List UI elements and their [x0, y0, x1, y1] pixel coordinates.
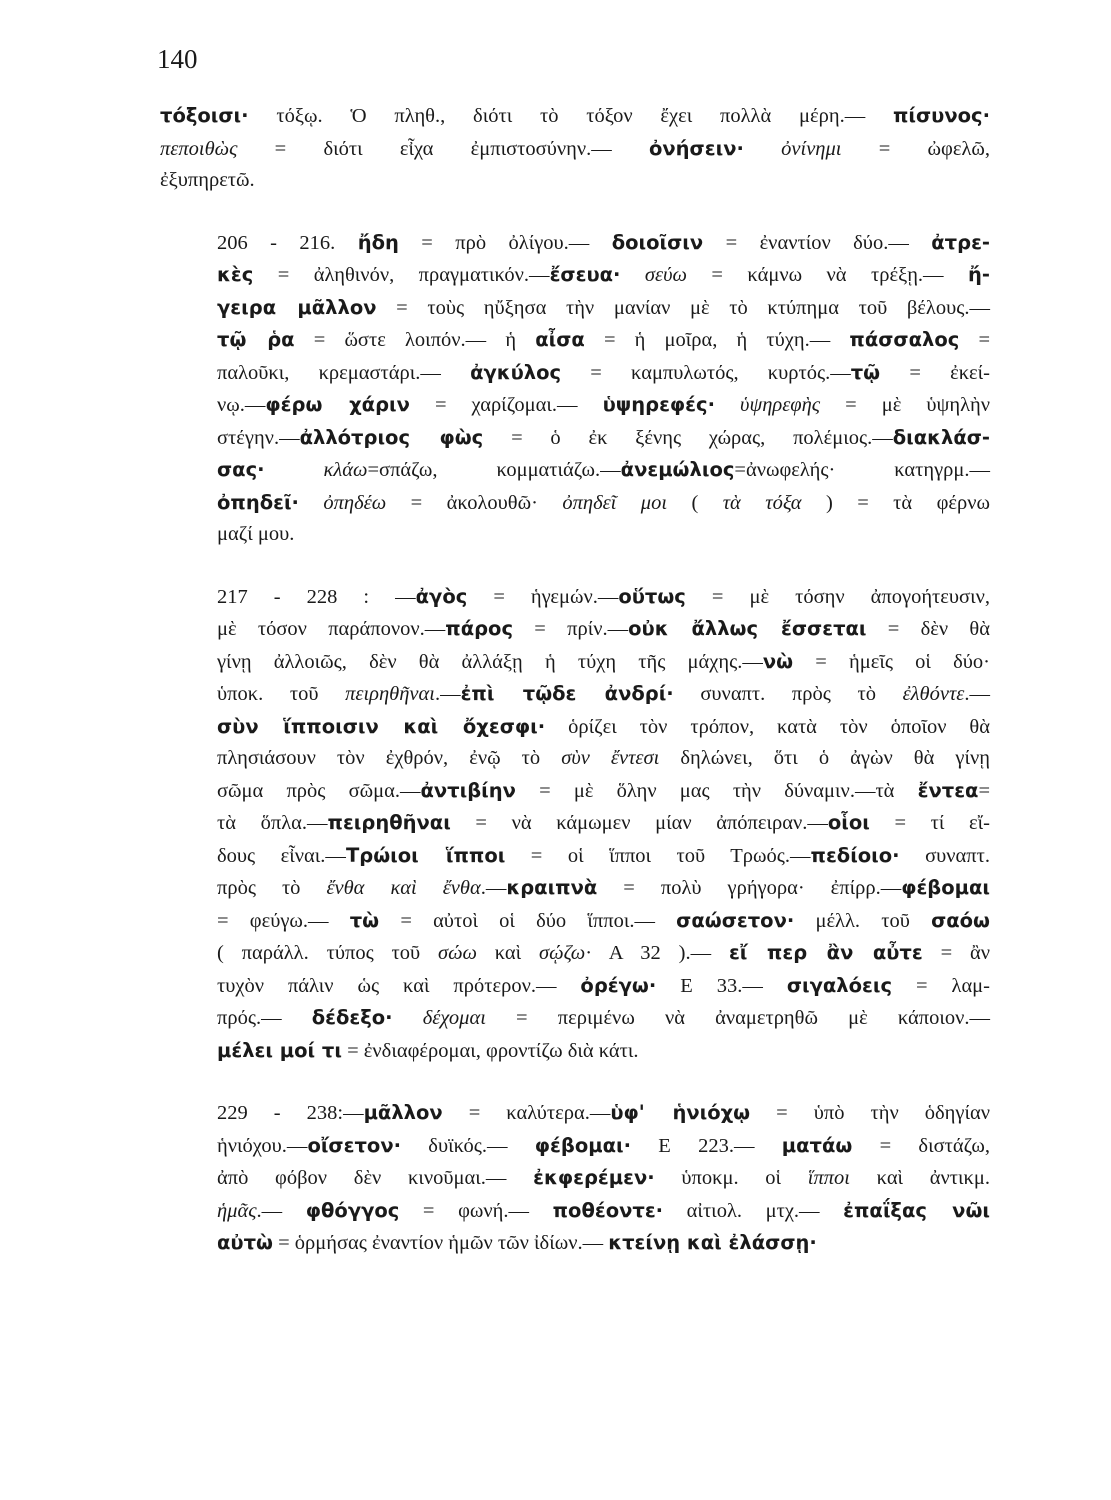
gloss-text: .— — [480, 877, 507, 899]
gloss-text: καὶ — [476, 942, 540, 964]
lemma: ἀγὸς — [415, 584, 468, 608]
text-line — [160, 1002, 990, 1035]
lemma: ὀνήσειν· — [649, 136, 744, 160]
gloss-text: = πολὺ γρήγορα· ἐπίρρ.— — [597, 877, 902, 899]
gloss-text: νῳ.— — [217, 394, 266, 416]
lemma: δέδεξο· — [311, 1006, 393, 1029]
gloss-text: = — [959, 329, 991, 351]
lemma: σαόω — [931, 908, 991, 932]
gloss-text: αἰτιολ. μτχ.— — [663, 1199, 844, 1222]
gloss-text: = ὠφελῶ, — [841, 137, 991, 160]
lemma: ἀντιβίην — [420, 778, 516, 802]
gloss-text: 229 - 238:— — [217, 1102, 364, 1124]
gloss-text: ) = τὰ φέρνω — [801, 491, 991, 514]
gloss-text: ἐξυπηρετῶ. — [160, 169, 255, 191]
lemma: γειρα μᾶλλον — [217, 295, 377, 319]
gloss-text: πρὸς τὸ — [217, 877, 327, 899]
gloss-text: μέλλ. τοῦ — [794, 909, 932, 932]
text-line — [160, 775, 990, 808]
gloss-text — [393, 1007, 423, 1029]
text-line — [160, 100, 990, 133]
lemma: ματάω — [781, 1133, 853, 1157]
lemma: σιγαλόεις — [786, 973, 893, 997]
lemma: πάρος — [445, 617, 514, 640]
gloss-text: =σπάζω, κομματιάζω.— — [367, 459, 621, 481]
gloss-text: .— — [964, 683, 990, 705]
text-line — [160, 1195, 990, 1228]
lemma: φέβομαι· — [534, 1133, 631, 1157]
lemma: αὐτὼ — [217, 1231, 273, 1254]
gloss-text: =ἀνωφελής· κατηγρμ.— — [734, 459, 991, 481]
gloss-text: = περιμένω νὰ ἀναμετρηθῶ μὲ κάποιον.— — [485, 1007, 990, 1029]
lemma: πειρηθῆναι — [327, 811, 451, 834]
gloss-text: στέγην.— — [217, 426, 300, 449]
commentary-paragraph — [160, 581, 990, 1068]
gloss-text: = αὐτοὶ οἱ δύο ἵπποι.— — [379, 909, 677, 932]
lemma: οὐκ ἄλλως ἔσσεται — [628, 617, 867, 640]
italic-term: σὺν ἔντεσι — [561, 747, 660, 769]
text-line — [160, 454, 990, 487]
gloss-text: = νὰ κάμωμεν μίαν ἀπόπειραν.— — [450, 812, 828, 834]
gloss-text: ( — [667, 491, 723, 514]
page-number: 140 — [157, 44, 198, 74]
gloss-text: .— — [434, 683, 461, 705]
italic-term: ἵπποι — [807, 1167, 850, 1189]
lemma: εἴ περ ἂν αὖτε — [728, 941, 923, 964]
lemma: ἤ- — [968, 263, 990, 286]
lemma: νὼ — [762, 649, 794, 673]
text-line — [160, 970, 990, 1003]
gloss-text: = μὲ ὑψηλὴν — [820, 394, 991, 416]
lemma: ὀρέγω· — [580, 973, 657, 997]
lemma: αἶσα — [535, 328, 585, 351]
italic-term: σῴζω — [539, 942, 586, 964]
italic-term: ὀπηδέω — [323, 491, 387, 514]
lemma: ἀγκύλος — [470, 360, 562, 384]
gloss-text: συναπτ. πρὸς τὸ — [673, 683, 903, 705]
gloss-text: = ἡμεῖς οἱ δύο· — [793, 650, 990, 673]
gloss-text: ὑποκ. τοῦ — [217, 683, 346, 705]
italic-term: ἔνθα καὶ ἔνθα — [326, 877, 481, 899]
text-line — [160, 743, 990, 775]
gloss-text: τόξῳ. Ὁ πληθ., διότι τὸ τόξον ἔχει πολλὰ μέρη.— — [248, 105, 893, 127]
gloss-text: δηλώνει, ὅτι ὁ ἀγὼν θὰ γίνῃ — [659, 747, 990, 769]
gloss-text: ὑποκμ. οἱ — [654, 1167, 808, 1189]
lemma: ἐπαΐξας νῶι — [843, 1198, 990, 1222]
gloss-text: = ἡγεμών.— — [467, 585, 619, 608]
gloss-text: = μὲ τόσην ἀπογοήτευσιν, — [685, 585, 991, 608]
gloss-text: τυχὸν πάλιν ὡς καὶ πρότερον.— — [217, 974, 581, 997]
gloss-text: = πρὸ ὀλίγου.— — [398, 231, 612, 254]
gloss-text: = ἡ μοῖρα, ἡ τύχη.— — [584, 329, 850, 351]
italic-term: κλάω — [323, 459, 368, 481]
gloss-text: = — [978, 779, 991, 802]
lemma: ἐκφερέμεν· — [533, 1166, 655, 1189]
lemma: ἀλλότριος φὼς — [299, 425, 484, 449]
gloss-text: = ἐναντίον δύο.— — [703, 231, 932, 254]
gloss-text: = φωνή.— — [399, 1199, 553, 1222]
lemma: κτείνῃ καὶ ἐλάσσῃ· — [608, 1231, 817, 1254]
lemma: σαώσετον· — [676, 908, 795, 932]
gloss-text: = ἂν — [922, 942, 991, 964]
gloss-text: = ὑπὸ τὴν ὁδηγίαν — [750, 1102, 990, 1124]
lemma: ἔντεα — [917, 778, 979, 802]
text-line — [160, 937, 990, 970]
italic-term: ὀπηδεῖ μοι — [562, 491, 668, 514]
text-line — [160, 711, 990, 744]
gloss-text: = δὲν θὰ — [866, 618, 990, 640]
gloss-text: δυϊκός.— — [401, 1134, 535, 1157]
text-line — [160, 1162, 990, 1195]
text-line — [160, 259, 990, 292]
lemma: φέρω χάριν — [265, 393, 410, 416]
lemma: φέβομαι — [901, 876, 991, 899]
gloss-text: ἀπὸ φόβον δὲν κινοῦμαι.— — [217, 1167, 534, 1189]
gloss-text: = τοὺς ηὔξησα τὴν μανίαν μὲ τὸ κτύπημα τοῦ βέλους.— — [376, 296, 990, 319]
lemma: ἐπὶ τῷδε ἀνδρί· — [460, 682, 674, 705]
gloss-text: = χαρίζομαι.— — [409, 394, 603, 416]
gloss-text: Ε 33.— — [656, 974, 787, 997]
text-line — [160, 646, 990, 679]
gloss-text: γίνῃ ἀλλοιῶς, δὲν θὰ ἀλλάξῃ ἡ τύχη τῆς μάχης.— — [217, 650, 763, 673]
gloss-text: ὁρίζει τὸν τρόπον, κατὰ τὸν ὁποῖον θὰ — [545, 715, 990, 738]
lemma: φθόγγος — [305, 1198, 400, 1222]
lemma: Τρώιοι ἵπποι — [345, 843, 506, 867]
lemma: σὺν ἵπποισιν καὶ ὄχεσφι· — [217, 714, 546, 738]
lemma: πίσυνος· — [892, 104, 990, 127]
lemma: ἤδη — [357, 230, 399, 254]
lemma: διακλάσ- — [892, 425, 990, 449]
gloss-text: = ὥστε λοιπόν.— ἡ — [294, 329, 536, 351]
lemma: ἀνεμώλιος — [620, 458, 735, 481]
gloss-text: 206 - 216. — [217, 231, 358, 254]
commentary-paragraph — [160, 100, 990, 197]
gloss-text: = πρίν.— — [513, 618, 629, 640]
text-line — [160, 165, 990, 197]
gloss-text: · Α 32 ).— — [585, 942, 729, 964]
gloss-text: ἡνιόχου.— — [217, 1134, 308, 1157]
italic-term: σεύω — [644, 264, 687, 286]
gloss-text: συναπτ. — [899, 844, 990, 867]
gloss-text: = καλύτερα.— — [442, 1102, 611, 1124]
text-line — [160, 1227, 990, 1260]
lemma: ὑφ' ἡνιόχῳ — [610, 1101, 751, 1124]
commentary-text — [160, 100, 990, 1260]
italic-term: ὑψηρεφὴς — [740, 394, 821, 416]
lemma: οὕτως — [618, 584, 686, 608]
text-line — [160, 678, 990, 711]
italic-term: ὀνίνημι — [781, 137, 842, 160]
italic-term: πεποιθὼς — [160, 137, 238, 160]
lemma: οἷοι — [827, 811, 870, 834]
gloss-text: Ε 223.— — [631, 1134, 782, 1157]
text-line — [160, 324, 990, 357]
lemma: ποθέοντε· — [552, 1198, 664, 1222]
lemma: δοιοῖσιν — [611, 230, 704, 254]
lemma: ἔσευα· — [549, 263, 621, 286]
commentary-paragraph — [160, 1097, 990, 1260]
italic-term: ἡμᾶς — [217, 1199, 257, 1222]
gloss-text: = τί εἴ- — [869, 812, 991, 834]
gloss-text: τὰ ὅπλα.— — [217, 812, 328, 834]
italic-term: τὰ τόξα — [722, 491, 802, 514]
gloss-text: = ἐκεί- — [880, 361, 990, 384]
text-line — [160, 1130, 990, 1163]
gloss-text: = φεύγω.— — [217, 909, 350, 932]
gloss-text — [715, 394, 740, 416]
gloss-text: = λαμ- — [892, 974, 991, 997]
gloss-text: = οἱ ἵπποι τοῦ Τρωός.— — [505, 844, 811, 867]
gloss-text: 217 - 228 : — — [217, 585, 416, 608]
text-line — [160, 1097, 990, 1130]
gloss-text: σῶμα πρὸς σῶμα.— — [217, 779, 421, 802]
gloss-text: = κάμνω νὰ τρέξῃ.— — [686, 264, 969, 286]
text-line — [160, 292, 990, 325]
lemma: ἀτρε- — [931, 230, 991, 254]
gloss-text — [265, 459, 324, 481]
gloss-text: μὲ τόσον παράπονον.— — [217, 618, 446, 640]
lemma: κὲς — [217, 263, 254, 286]
gloss-text — [620, 264, 644, 286]
text-line — [160, 133, 990, 166]
lemma: ὀπηδεῖ· — [217, 490, 299, 514]
lemma: σας· — [217, 458, 265, 481]
lemma: πεδίοιο· — [810, 843, 900, 867]
gloss-text: καὶ ἀντικμ. — [849, 1167, 990, 1189]
lemma: τῷ — [850, 360, 881, 384]
gloss-text: δους εἶναι.— — [217, 844, 346, 867]
italic-term: πειρηθῆναι — [345, 683, 435, 705]
lemma: ὑψηρεφές· — [602, 393, 715, 416]
italic-term: ἐλθόντε — [902, 683, 965, 705]
gloss-text — [299, 492, 323, 514]
gloss-text: = ἐνδιαφέρομαι, φροντίζω διὰ κάτι. — [341, 1039, 639, 1062]
lemma: κραιπνὰ — [506, 876, 598, 899]
text-line — [160, 357, 990, 390]
lemma: οἴσετον· — [307, 1133, 402, 1157]
text-line — [160, 422, 990, 455]
text-line — [160, 613, 990, 646]
text-line — [160, 840, 990, 873]
gloss-text: .— — [256, 1199, 306, 1222]
lemma: μᾶλλον — [363, 1101, 443, 1124]
text-line — [160, 807, 990, 840]
commentary-paragraph — [160, 227, 990, 551]
text-line — [160, 581, 990, 614]
lemma: τόξοισι· — [160, 104, 249, 127]
gloss-text: = ὁ ἐκ ξένης χώρας, πολέμιος.— — [483, 426, 893, 449]
gloss-text: ( παράλλ. τύπος τοῦ — [217, 942, 439, 964]
text-line — [160, 519, 990, 551]
lemma: πάσσαλος — [849, 328, 960, 351]
text-line — [160, 227, 990, 260]
gloss-text: = διότι εἶχα ἐμπιστοσύνην.— — [237, 137, 649, 160]
gloss-text: πρός.— — [217, 1007, 312, 1029]
text-line — [160, 905, 990, 938]
gloss-text: = καμπυλωτός, κυρτός.— — [561, 361, 851, 384]
text-line — [160, 487, 990, 520]
gloss-text: παλοῦκι, κρεμαστάρι.— — [217, 361, 471, 384]
text-line — [160, 389, 990, 422]
gloss-text: = ἀληθινόν, πραγματικόν.— — [253, 264, 550, 286]
lemma: τῷ ῥα — [217, 328, 295, 351]
lemma: τὼ — [349, 908, 380, 932]
text-line — [160, 872, 990, 905]
gloss-text: πλησιάσουν τὸν ἐχθρόν, ἐνῷ τὸ — [217, 747, 562, 769]
text-line — [160, 1035, 990, 1068]
gloss-text — [744, 138, 781, 160]
italic-term: σώω — [438, 942, 477, 964]
gloss-text: = διστάζω, — [852, 1134, 990, 1157]
lemma: μέλει μοί τι — [217, 1038, 342, 1062]
gloss-text: μαζί μου. — [217, 523, 295, 545]
gloss-text: = ὁρμήσας ἐναντίον ἡμῶν τῶν ἰδίων.— — [272, 1232, 609, 1254]
italic-term: δέχομαι — [422, 1007, 486, 1029]
gloss-text: = ἀκολουθῶ· — [386, 491, 563, 514]
gloss-text: = μὲ ὅλην μας τὴν δύναμιν.—τὰ — [515, 779, 918, 802]
